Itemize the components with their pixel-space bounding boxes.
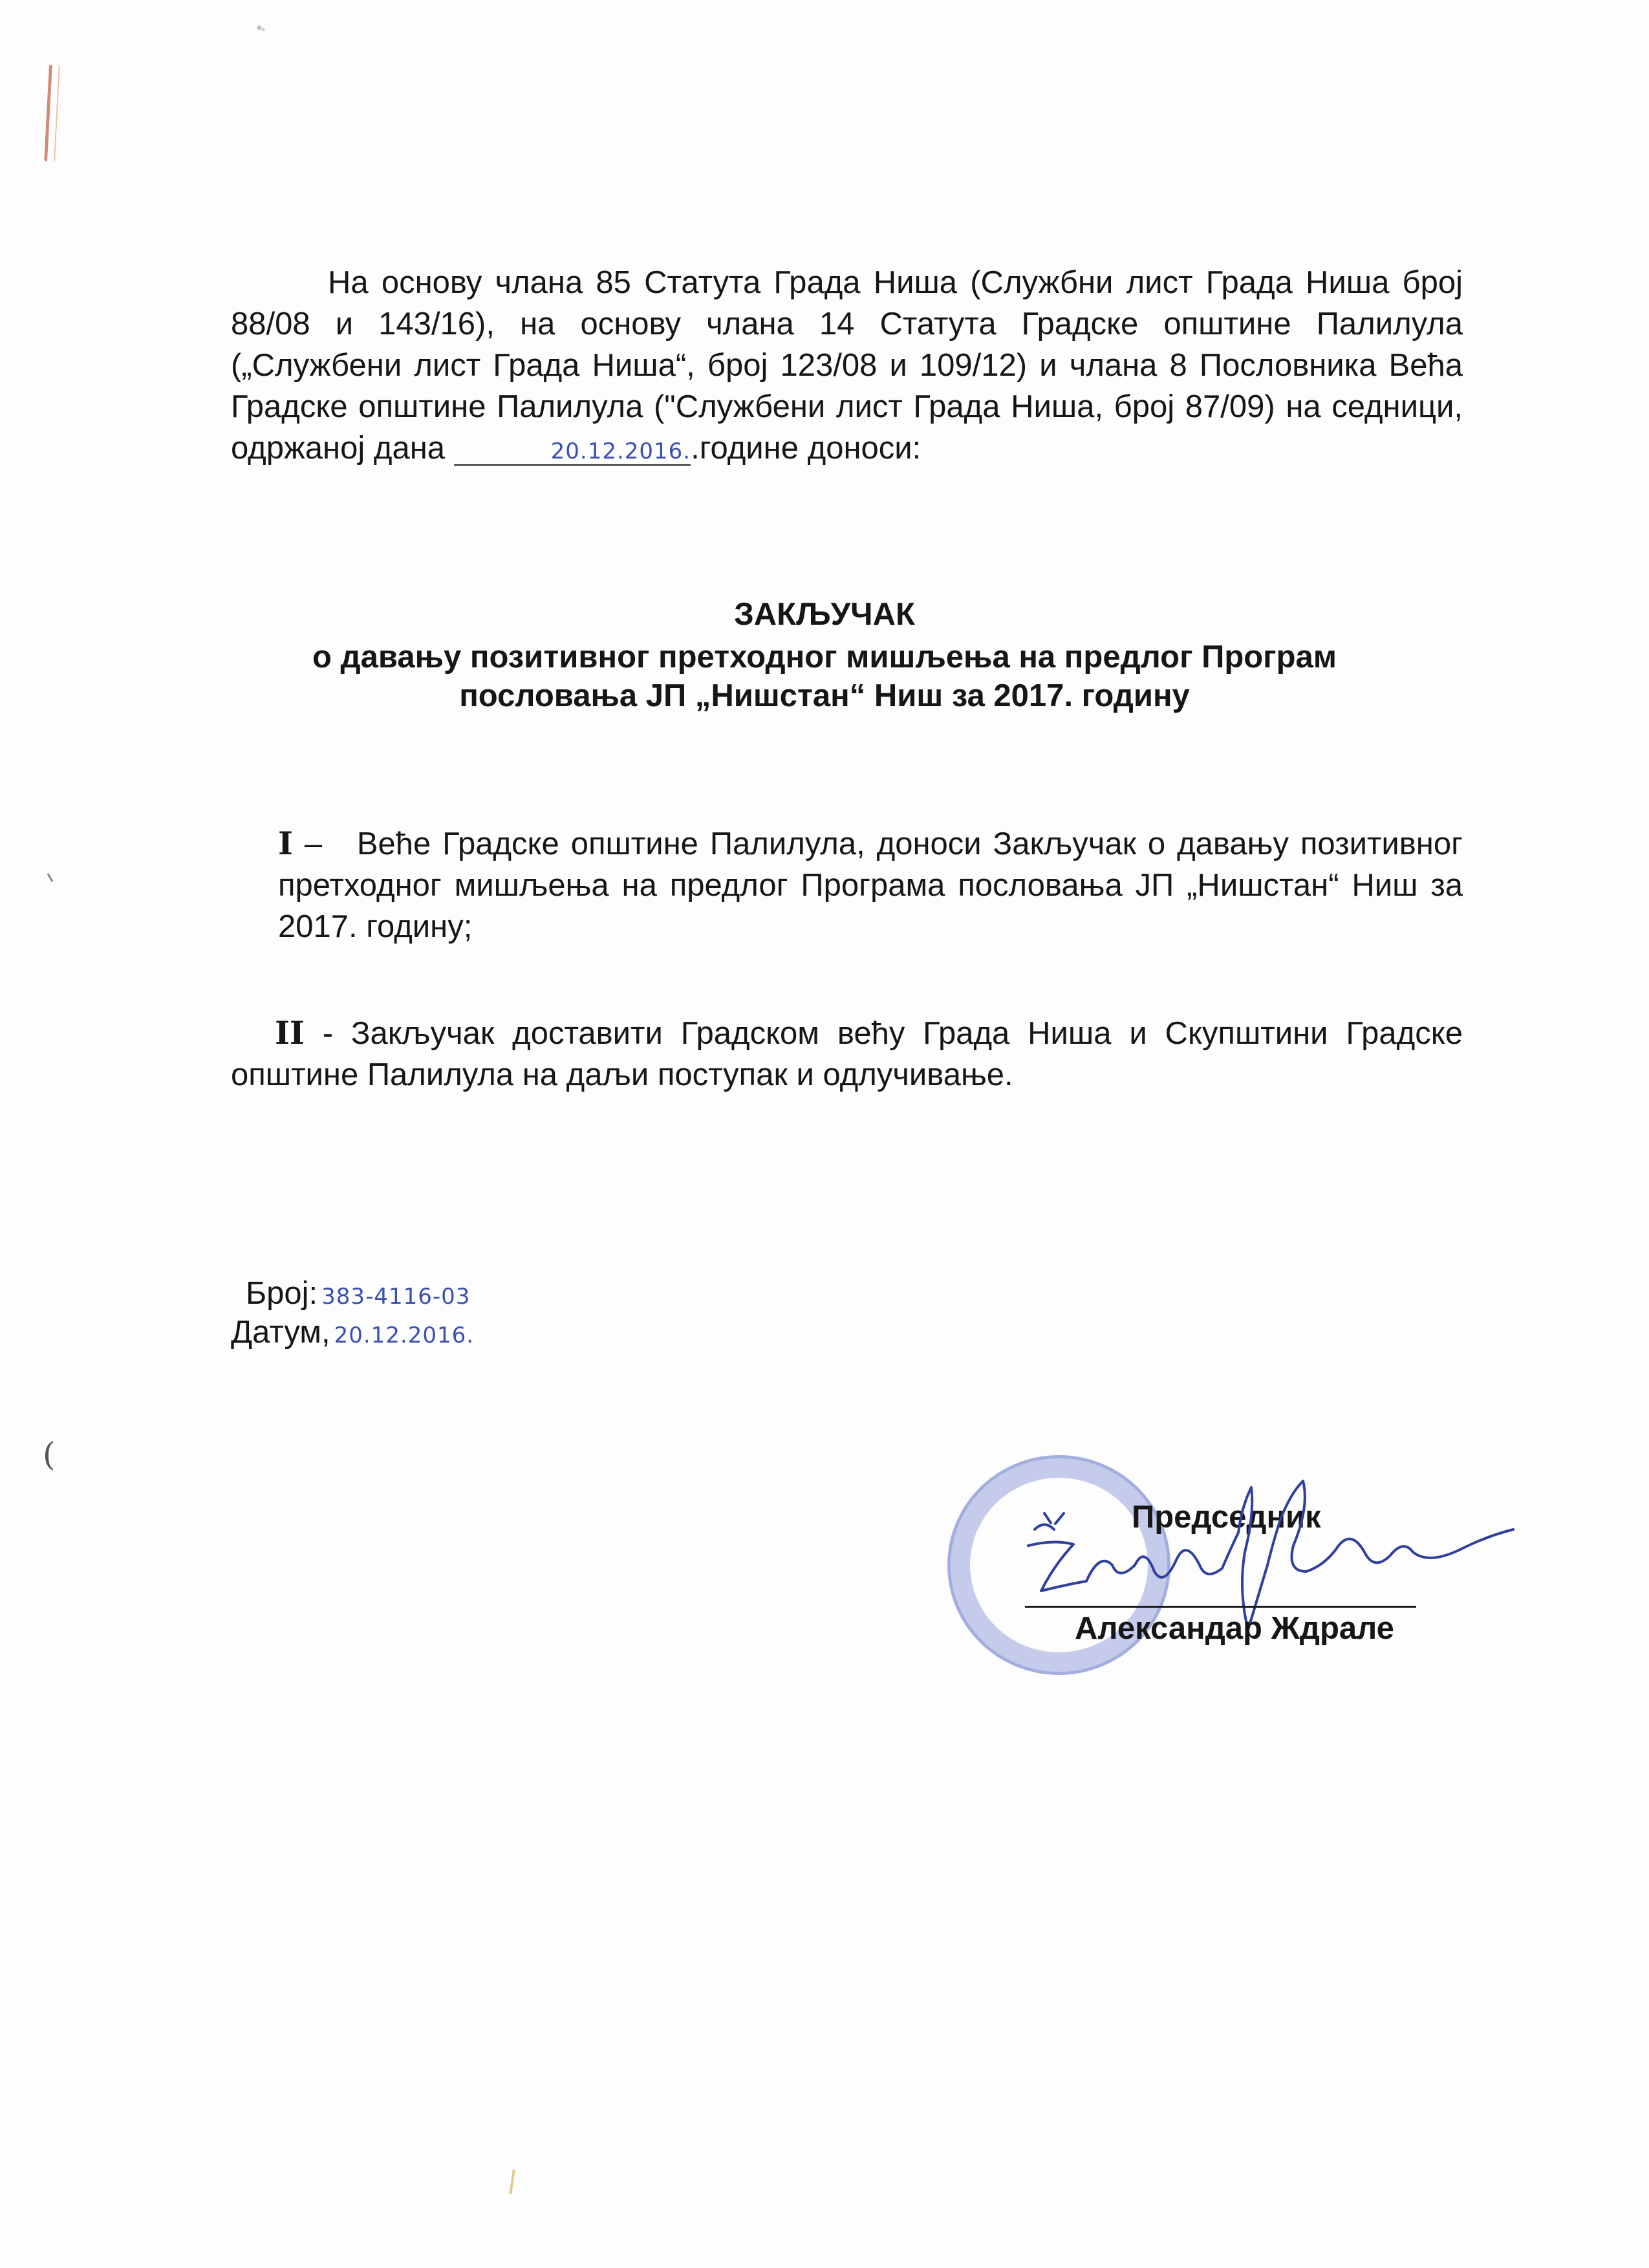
item-two [231,1012,1463,1096]
date-label: Датум, [231,1315,330,1350]
intro-text-end: .године доноси: [691,431,921,466]
scan-bottom-mark [509,2170,515,2194]
item-one-numeral: I [278,825,293,862]
reference-number-row [246,1274,470,1316]
signature-line [1025,1606,1416,1608]
signatory-name: Александар Ждрале [1075,1611,1394,1646]
handwritten-session-date: 20.12.2016. [550,438,691,464]
reference-number-label: Број: [246,1276,318,1311]
scan-margin-mark [44,65,60,162]
date-row [231,1313,474,1355]
date-fill-line [454,435,691,466]
intro-text: На основу члана 85 Статута Града Ниша (Службни лист Града Ниша број 88/08 и 143/16), на основу члана 14 Статута Градске општине Палилула („Службени лист Града Ниша“, број 123/08 и 109/12) и члана 8 Пословника Већа Градске општине Палилула ("Службени лист Града Ниша, број 87/09) на седници, одржаној дана [231,265,1463,466]
document-subtitle-line-1: о давању позитивног претходног мишљења на предлог Програм [312,640,1337,675]
signatory-title: Председник [1132,1500,1321,1535]
handwritten-reference-number: 383-4116-03 [321,1284,471,1310]
item-one [278,823,1463,947]
scan-tick-mark [47,873,54,882]
document-title: ЗАКЉУЧАК [734,597,915,632]
item-one-text: Веће Градске општине Палилула, доноси Закључак о давању позитивног претходног мишљења на предлог Програма пословања ЈП „Нишстан“ Ниш за 2017. годину; [278,826,1463,944]
handwritten-date: 20.12.2016. [334,1323,475,1348]
intro-paragraph [231,262,1463,469]
item-one-separator: – [292,826,357,861]
item-two-numeral: II [275,1014,305,1052]
item-two-separator: - [304,1016,351,1051]
document-subtitle-line-2: пословања ЈП „Нишстан“ Ниш за 2017. годину [459,678,1190,713]
item-two-text: Закључак доставити Градском већу Града Ниша и Скупштини Градске општине Палилула на даљи поступак и одлучивање. [231,1016,1463,1092]
scan-speck [250,19,269,36]
scan-paren-mark: ( [43,1436,56,1473]
